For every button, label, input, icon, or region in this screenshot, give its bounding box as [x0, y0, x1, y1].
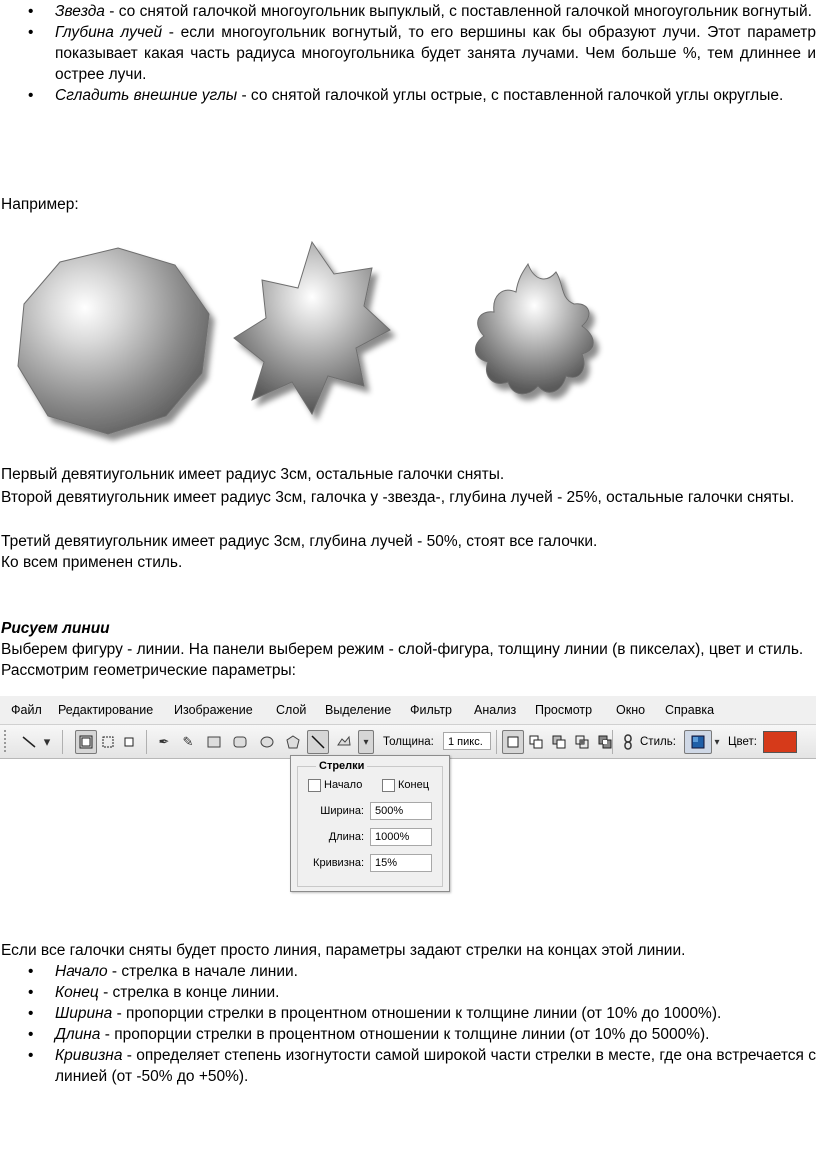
- arrow-options-list: [0, 961, 816, 1087]
- polygon-examples: [0, 236, 816, 446]
- description-line: Второй девятиугольник имеет радиус 3см, галочка у -звезда-, глубина лучей - 25%, остальные галочки сняты.: [1, 489, 795, 506]
- list-term: Глубина лучей: [55, 24, 163, 41]
- arrowheads-group: [297, 760, 443, 887]
- ellipse-tool-icon[interactable]: [256, 730, 278, 754]
- curvature-input[interactable]: 15%: [370, 854, 432, 872]
- start-checkbox[interactable]: [308, 779, 321, 792]
- star-shape: [234, 242, 390, 414]
- grip-icon: [4, 730, 12, 752]
- list-term: Кривизна: [55, 1047, 123, 1064]
- menu-filter[interactable]: Фильтр: [410, 703, 452, 717]
- photoshop-screenshot: [0, 696, 816, 911]
- list-item: • Ширина - пропорции стрелки в процентном отношении к толщине линии (от 10% до 1000%).: [28, 1005, 722, 1022]
- length-label: Длина:: [328, 831, 364, 843]
- list-term: Ширина: [55, 1005, 113, 1022]
- list-text: - определяет степень изогнутости самой широкой части стрелки в месте, где она встречается с линией (от -50% до +50%).: [55, 1047, 816, 1085]
- end-checkbox-label: Конец: [398, 779, 430, 791]
- menu-view[interactable]: Просмотр: [535, 703, 593, 717]
- custom-shape-tool-icon[interactable]: [333, 730, 355, 754]
- subtract-shape-icon[interactable]: [548, 730, 570, 754]
- list-text: - со снятой галочкой углы острые, с поставленной галочкой углы округлые.: [237, 87, 784, 104]
- list-term: Длина: [55, 1026, 101, 1043]
- rectangle-tool-icon[interactable]: [203, 730, 225, 754]
- width-label: Ширина:: [320, 805, 364, 817]
- rounded-star-shape: [475, 264, 593, 394]
- list-item: • Конец - стрелка в конце линии.: [28, 984, 280, 1001]
- list-item: • Начало - стрелка в начале линии.: [28, 963, 298, 980]
- menu-file[interactable]: Файл: [11, 703, 42, 717]
- menu-image[interactable]: Изображение: [174, 703, 253, 717]
- list-text: - пропорции стрелки в процентном отношении к толщине линии (от 10% до 5000%).: [100, 1026, 710, 1043]
- list-term: Звезда: [55, 3, 105, 20]
- bottom-intro: Если все галочки сняты будет просто линия, параметры задают стрелки на концах этой линии.: [1, 942, 686, 959]
- intersect-shape-icon[interactable]: [571, 730, 593, 754]
- menu-bar: [0, 696, 816, 725]
- thickness-input[interactable]: 1 пикс.: [443, 732, 491, 750]
- length-input[interactable]: 1000%: [370, 828, 432, 846]
- list-text: - пропорции стрелки в процентном отношении к толщине линии (от 10% до 1000%).: [112, 1005, 722, 1022]
- menu-help[interactable]: Справка: [665, 703, 715, 717]
- pen-tool-icon[interactable]: ✒: [158, 734, 170, 749]
- description-line: Ко всем применен стиль.: [1, 554, 183, 571]
- arrowheads-popup: [290, 755, 450, 892]
- line-tool-icon[interactable]: [18, 730, 40, 754]
- new-shape-layer-icon[interactable]: [502, 730, 524, 754]
- style-label: Стиль:: [640, 736, 676, 748]
- menu-layer[interactable]: Слой: [276, 703, 307, 717]
- fill-pixels-icon[interactable]: [118, 730, 140, 754]
- list-item: • Длина - пропорции стрелки в процентном отношении к толщине линии (от 10% до 5000%).: [28, 1026, 710, 1043]
- list-item: • Кривизна - определяет степень изогнутости самой широкой части стрелки в месте, где она встречается с линией (от -50% до +50%).: [28, 1047, 816, 1085]
- shape-layers-icon[interactable]: [75, 730, 97, 754]
- list-term: Конец: [55, 984, 99, 1001]
- line-shape-tool-icon[interactable]: [307, 730, 329, 754]
- list-text: - стрелка в конце линии.: [98, 984, 280, 1001]
- list-text: - стрелка в начале линии.: [107, 963, 298, 980]
- color-label: Цвет:: [728, 736, 757, 748]
- end-checkbox[interactable]: [382, 779, 395, 792]
- rounded-rect-tool-icon[interactable]: [229, 730, 251, 754]
- link-icon[interactable]: [617, 730, 639, 754]
- style-dropdown-icon[interactable]: ▾: [714, 736, 720, 748]
- color-swatch[interactable]: [763, 731, 797, 753]
- options-bar: [0, 725, 816, 759]
- start-checkbox-label: Начало: [324, 779, 363, 791]
- freeform-pen-icon[interactable]: ✎: [182, 734, 194, 749]
- nonagon-shape: [18, 248, 209, 434]
- tool-preset-dropdown-icon[interactable]: ▾: [43, 734, 51, 749]
- width-input[interactable]: 500%: [370, 802, 432, 820]
- thickness-label: Толщина:: [383, 736, 434, 748]
- geometry-options-dropdown-icon[interactable]: ▾: [358, 730, 374, 754]
- example-label: Например:: [1, 196, 79, 213]
- list-text: - если многоугольник вогнутый, то его вершины как бы образуют лучи. Этот параметр показывает какая часть радиуса многоугольника будет занята лучами. Чем больше %, тем длиннее и острее лучи.: [55, 24, 816, 83]
- description-line: Первый девятиугольник имеет радиус 3см, остальные галочки сняты.: [1, 466, 505, 483]
- style-swatch[interactable]: [684, 730, 712, 754]
- paths-icon[interactable]: [97, 730, 119, 754]
- add-to-shape-icon[interactable]: [525, 730, 547, 754]
- list-text: - со снятой галочкой многоугольник выпуклый, с поставленной галочкой многоугольник вогнутый.: [104, 3, 812, 20]
- polygon-tool-icon[interactable]: [282, 730, 304, 754]
- section-heading: Рисуем линии: [1, 620, 110, 637]
- list-item: • Звезда - со снятой галочкой многоугольник выпуклый, с поставленной галочкой многоугольник вогнутый.: [28, 3, 812, 20]
- menu-analysis[interactable]: Анализ: [474, 703, 517, 717]
- curvature-label: Кривизна:: [313, 857, 364, 869]
- list-term: Сгладить внешние углы: [55, 87, 238, 104]
- menu-edit[interactable]: Редактирование: [58, 703, 154, 717]
- list-item: • Сгладить внешние углы - со снятой галочкой углы острые, с поставленной галочкой углы округлые.: [28, 87, 784, 104]
- arrowheads-title: Стрелки: [316, 760, 367, 772]
- menu-window[interactable]: Окно: [616, 703, 646, 717]
- section-intro: Выберем фигуру - линии. На панели выберем режим - слой-фигура, толщину линии (в пикселах), цвет и стиль. Рассмотрим геометрические параметры:: [1, 641, 804, 679]
- list-term: Начало: [55, 963, 108, 980]
- description-line: Третий девятиугольник имеет радиус 3см, глубина лучей - 50%, стоят все галочки.: [1, 533, 598, 550]
- menu-select[interactable]: Выделение: [325, 703, 392, 717]
- list-item: • Глубина лучей - если многоугольник вогнутый, то его вершины как бы образуют лучи. Этот параметр показывает какая часть радиуса многоугольника будет занята лучами. Чем больше %, тем длиннее и острее лучи.: [28, 24, 816, 83]
- star-options-list: [0, 1, 816, 106]
